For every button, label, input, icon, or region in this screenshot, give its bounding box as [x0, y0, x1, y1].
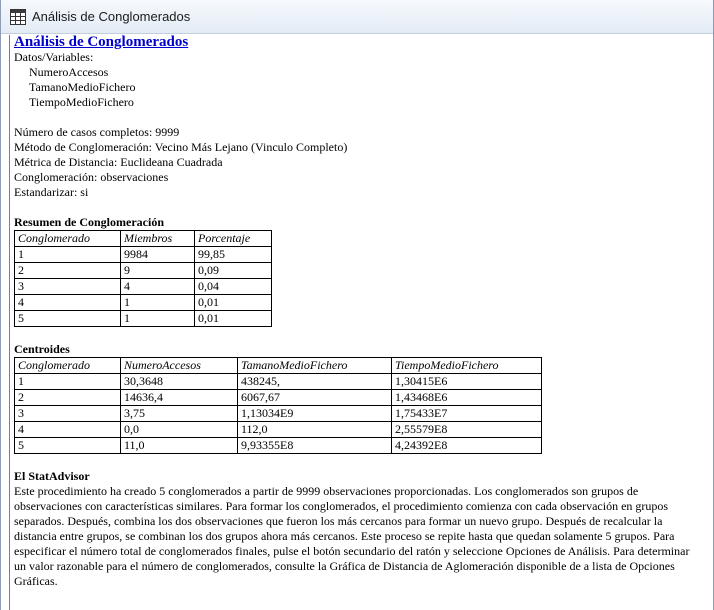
summary-header-cell: Conglomerado	[15, 231, 121, 247]
table-cell: 99,85	[195, 247, 272, 263]
centroids-table	[14, 357, 542, 454]
centroids-title: Centroides	[14, 342, 70, 356]
summary-header-row	[15, 231, 272, 247]
variable-item: NumeroAccesos	[29, 65, 109, 79]
table-cell: 1	[15, 374, 121, 390]
table-cell: 3,75	[121, 406, 238, 422]
statadvisor-line: Este procedimiento ha creado 5 conglomerados a partir de 9999 observaciones proporcionadas. Los conglomerados son grupos de	[14, 484, 639, 498]
table-cell: 3	[15, 406, 121, 422]
table-cell: 4	[15, 422, 121, 438]
variable-item: TamanoMedioFichero	[29, 80, 136, 94]
table-row	[15, 311, 272, 327]
summary-title: Resumen de Conglomeración	[14, 215, 164, 229]
table-cell: 0,01	[195, 295, 272, 311]
table-row	[15, 406, 542, 422]
table-cell: 4	[121, 279, 195, 295]
summary-header-cell: Miembros	[121, 231, 195, 247]
table-cell: 0,04	[195, 279, 272, 295]
window-title: Análisis de Conglomerados	[32, 9, 191, 24]
table-cell: 9984	[121, 247, 195, 263]
table-row	[15, 263, 272, 279]
statadvisor-text	[14, 484, 694, 589]
table-cell: 0,0	[121, 422, 238, 438]
centroids-header-cell: TamanoMedioFichero	[238, 358, 392, 374]
statadvisor-line: un valor razonable para el número de conglomerados, consulte la Gráfica de Distancia de Aglomeración disponible de a lista de Opciones	[14, 559, 675, 573]
table-row	[15, 295, 272, 311]
table-cell: 3	[15, 279, 121, 295]
table-cell: 0,01	[195, 311, 272, 327]
table-row	[15, 247, 272, 263]
centroids-header-cell: TiempoMedioFichero	[392, 358, 542, 374]
table-cell: 1	[15, 247, 121, 263]
statadvisor-section	[14, 469, 709, 589]
table-cell: 2,55579E8	[392, 422, 542, 438]
table-cell: 5	[15, 311, 121, 327]
report-pane[interactable]	[9, 35, 713, 610]
table-row	[15, 390, 542, 406]
table-cell: 6067,67	[238, 390, 392, 406]
table-cell: 112,0	[238, 422, 392, 438]
table-row	[15, 279, 272, 295]
table-cell: 9,93355E8	[238, 438, 392, 454]
table-row	[15, 374, 542, 390]
info-method: Método de Conglomeración: Vecino Más Lejano (Vinculo Completo)	[14, 140, 348, 154]
statadvisor-title: El StatAdvisor	[14, 469, 90, 483]
table-cell: 5	[15, 438, 121, 454]
table-cell: 438245,	[238, 374, 392, 390]
statadvisor-line: distancia entre grupos, se combinan los dos grupos ahora más cercanos. Este proceso se repite hasta que quedan solamente 5 grupos. Para	[14, 529, 675, 543]
table-cell: 1,43468E6	[392, 390, 542, 406]
table-cell: 1	[121, 295, 195, 311]
info-distance-metric: Métrica de Distancia: Euclideana Cuadrada	[14, 155, 223, 169]
table-cell: 30,3648	[121, 374, 238, 390]
variables-label: Datos/Variables:	[14, 50, 94, 64]
report-heading: Análisis de Conglomerados	[14, 34, 189, 50]
variable-item: TiempoMedioFichero	[29, 95, 134, 109]
centroids-header-row	[15, 358, 542, 374]
table-row	[15, 438, 542, 454]
statadvisor-line: separados. Después, combina los dos observaciones que fueron los más cercanos para formar un nuevo grupo. Después de recalcular la	[14, 514, 663, 528]
table-cell: 4	[15, 295, 121, 311]
table-cell: 1,13034E9	[238, 406, 392, 422]
info-clustering: Conglomeración: observaciones	[14, 170, 169, 184]
info-complete-cases: Número de casos completos: 9999	[14, 125, 180, 139]
summary-header-cell: Porcentaje	[195, 231, 272, 247]
table-cell: 1,75433E7	[392, 406, 542, 422]
statadvisor-line: observaciones con características similares. Para formar los conglomerados, el procedimiento comienza con cada observación en grupos	[14, 499, 669, 513]
centroids-header-cell: Conglomerado	[15, 358, 121, 374]
info-standardize: Estandarizar: si	[14, 185, 89, 199]
table-cell: 4,24392E8	[392, 438, 542, 454]
spreadsheet-icon	[10, 9, 26, 25]
table-row	[15, 422, 542, 438]
table-cell: 11,0	[121, 438, 238, 454]
centroids-header-cell: NumeroAccesos	[121, 358, 238, 374]
table-cell: 0,09	[195, 263, 272, 279]
table-cell: 2	[15, 390, 121, 406]
title-bar[interactable]	[1, 0, 713, 34]
statadvisor-line: especificar el número total de conglomerados finales, pulse el botón secundario del ratón y seleccione Opciones de Análisis. Para determinar	[14, 544, 690, 558]
table-cell: 2	[15, 263, 121, 279]
statadvisor-line: Gráficas.	[14, 574, 58, 588]
table-cell: 1,30415E6	[392, 374, 542, 390]
summary-table	[14, 230, 272, 327]
table-cell: 9	[121, 263, 195, 279]
table-cell: 14636,4	[121, 390, 238, 406]
table-cell: 1	[121, 311, 195, 327]
